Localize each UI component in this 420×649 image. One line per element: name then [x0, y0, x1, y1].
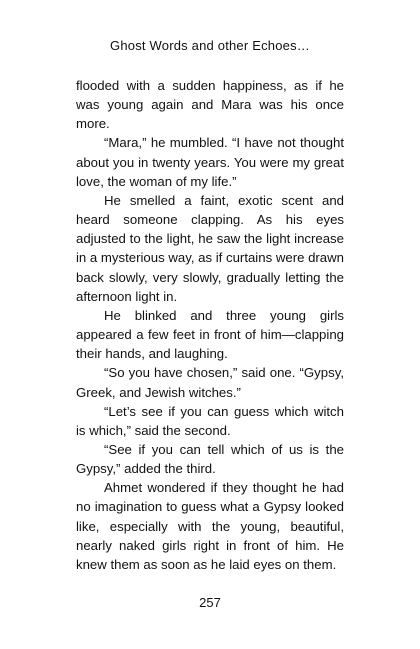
paragraph: “Let’s see if you can guess which witch is which,” said the second. [76, 403, 344, 438]
paragraph: “So you have chosen,” said one. “Gypsy, Greek, and Jewish witches.” [76, 365, 344, 400]
paragraph: He smelled a faint, exotic scent and heard someone clapping. As his eyes adjusted to the light, he saw the light increase in a mysterious way, as if curtains were drawn back slowly, very slowly, gradually letting the afternoon light in. [76, 192, 344, 304]
running-title: Ghost Words and other Echoes… [110, 38, 310, 53]
paragraph-continuation: flooded with a sudden happiness, as if he was young again and Mara was his once more. [76, 78, 344, 132]
page-number: 257 [199, 595, 221, 610]
paragraph: “Mara,” he mumbled. “I have not thought about you in twenty years. You were my great love, the woman of my life.” [76, 135, 344, 189]
paragraph: He blinked and three young girls appeared a few feet in front of him—clapping their hands, and laughing. [76, 307, 344, 362]
paragraph: “See if you can tell which of us is the Gypsy,” added the third. [76, 441, 344, 477]
paragraph: Ahmet wondered if they thought he had no imagination to guess what a Gypsy looked like, especially with the young, beautiful, nearly naked girls right in front of him. He knew them as soon as he laid eyes on them. [76, 480, 344, 572]
body-text [76, 76, 344, 574]
